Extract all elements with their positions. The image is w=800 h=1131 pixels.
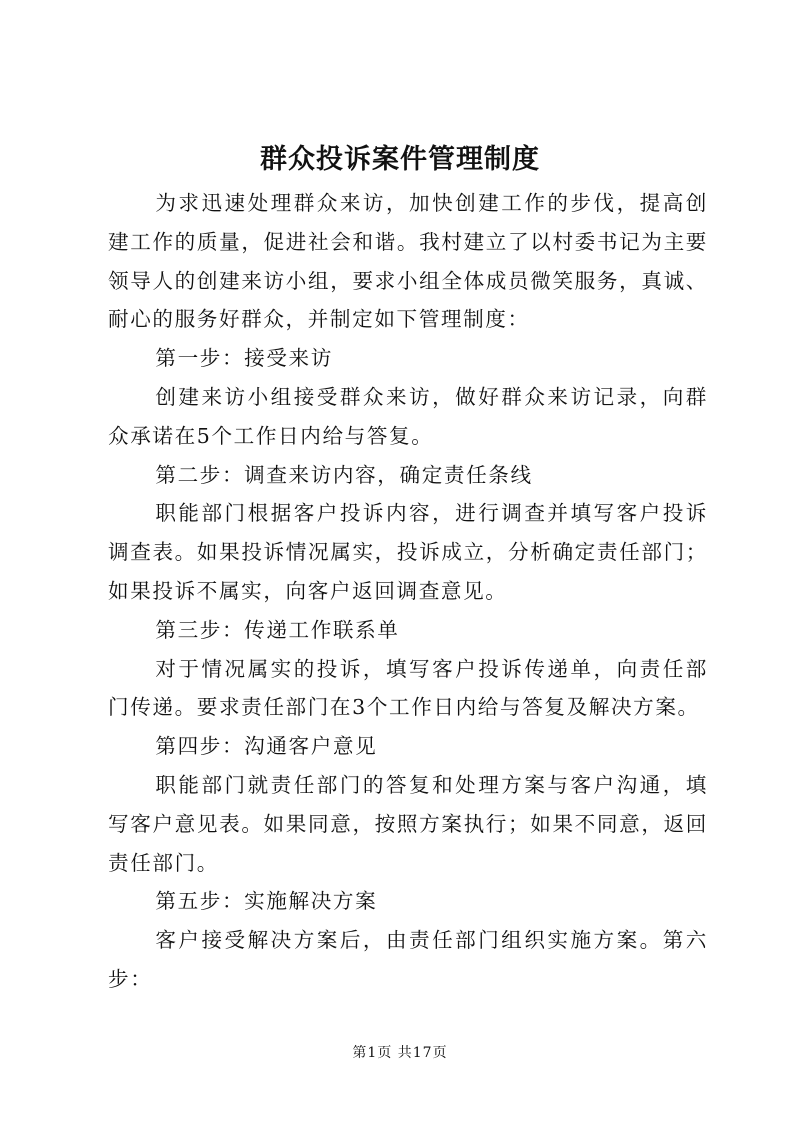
step-1-paragraph: 创建来访小组接受群众来访，做好群众来访记录，向群众承诺在5个工作日内给与答复。 <box>108 384 708 448</box>
step-3-paragraph: 对于情况属实的投诉，填写客户投诉传递单，向责任部门传递。要求责任部门在3个工作日内给与答复及解决方案。 <box>108 656 708 720</box>
step-2-heading: 第二步：调查来访内容，确定责任条线 <box>155 462 533 487</box>
page-number-footer: 第1页 共17页 <box>352 1045 448 1061</box>
document-body <box>108 184 708 999</box>
intro-paragraph: 为求迅速处理群众来访，加快创建工作的步伐，提高创建工作的质量，促进社会和谐。我村建立了以村委书记为主要领导人的创建来访小组，要求小组全体成员微笑服务，真诚、耐心的服务好群众，并制定如下管理制度： <box>108 191 708 332</box>
step-1-heading: 第一步：接受来访 <box>155 346 333 371</box>
step-4-paragraph: 职能部门就责任部门的答复和处理方案与客户沟通，填写客户意见表。如果同意，按照方案执行；如果不同意，返回责任部门。 <box>108 772 708 875</box>
document-title: 群众投诉案件管理制度 <box>260 144 540 175</box>
step-5-heading: 第五步：实施解决方案 <box>155 889 378 914</box>
step-4-heading: 第四步：沟通客户意见 <box>155 734 378 759</box>
step-2-paragraph: 职能部门根据客户投诉内容，进行调查并填写客户投诉调查表。如果投诉情况属实，投诉成立，分析确定责任部门；如果投诉不属实，向客户返回调查意见。 <box>108 501 708 603</box>
step-3-heading: 第三步：传递工作联系单 <box>155 617 400 642</box>
step-5-paragraph: 客户接受解决方案后，由责任部门组织实施方案。第六步： <box>108 928 708 991</box>
